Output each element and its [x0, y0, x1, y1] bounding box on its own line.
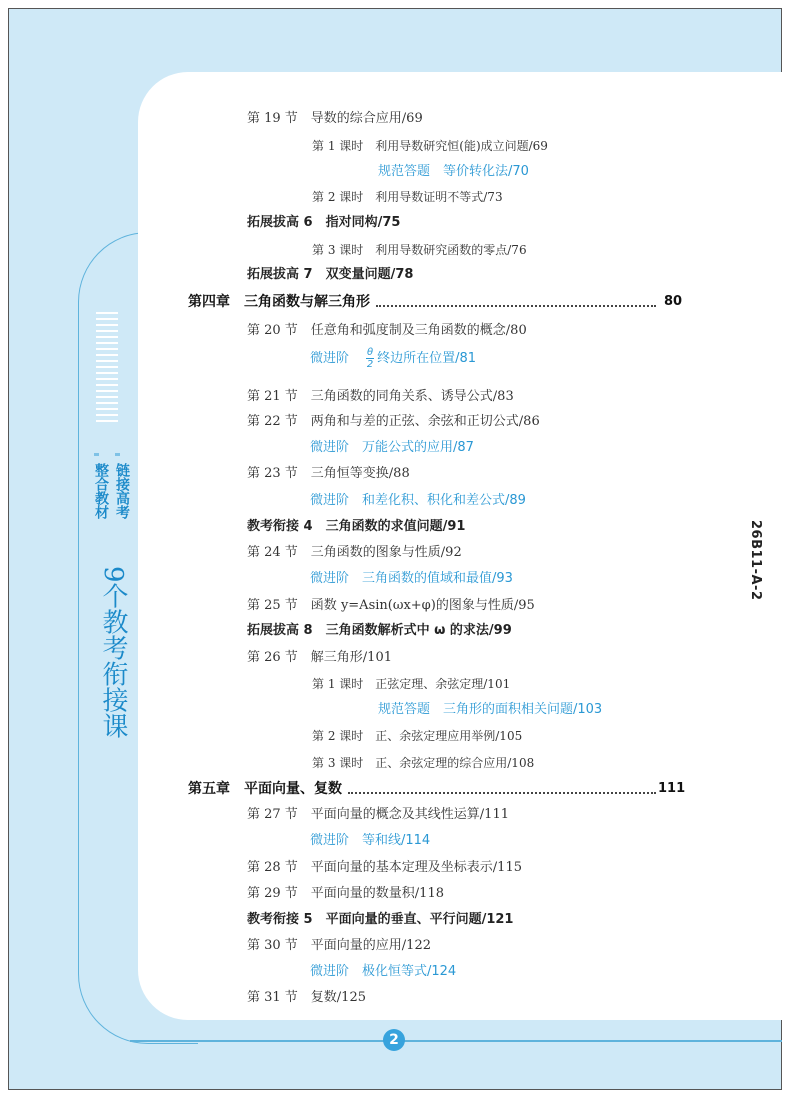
toc-section: [247, 465, 410, 483]
fraction-numerator: θ: [367, 347, 374, 358]
toc-section-text: 第 19 节 导数的综合应用/69: [247, 111, 423, 126]
toc-chapter: [188, 780, 342, 798]
toc-section-text: 第 27 节 平面向量的概念及其线性运算/111: [247, 807, 509, 822]
side-dot-right: [115, 453, 120, 456]
toc-section-text: 第 23 节 三角恒等变换/88: [247, 466, 410, 481]
toc-highlight-text: 规范答题 等价转化法/70: [378, 164, 529, 179]
toc-extension: [247, 266, 413, 284]
toc-highlight-text: 微进阶 和差化积、积化和差公式/89: [310, 493, 526, 508]
fraction-denominator: 2: [366, 359, 374, 370]
toc-section-text: 第 30 节 平面向量的应用/122: [247, 938, 431, 953]
toc-section: [247, 885, 444, 903]
chapter-page-number: 80: [664, 294, 683, 309]
toc-section-text: 第 21 节 三角函数的同角关系、诱导公式/83: [247, 389, 514, 404]
toc-extension-text: 教考衔接 5 平面向量的垂直、平行问题/121: [247, 912, 514, 927]
toc-extension-text: 拓展拔高 8 三角函数解析式中 ω 的求法/99: [247, 623, 512, 638]
toc-chapter: [188, 293, 370, 311]
toc-section: [247, 989, 366, 1007]
toc-highlight: [310, 570, 513, 588]
toc-section-text: 第 20 节 任意角和弧度制及三角函数的概念/80: [247, 323, 527, 338]
toc-section: [247, 806, 509, 824]
decorative-stripes: [96, 312, 118, 422]
toc-section-text: 第 25 节 函数 y=Asin(ωx+φ)的图象与性质/95: [247, 598, 535, 613]
toc-lesson: [312, 188, 503, 206]
toc-highlight-text: 微进阶 极化恒等式/124: [310, 964, 457, 979]
print-code: 26B11-A-2: [748, 520, 763, 601]
fraction: [366, 347, 374, 370]
toc-extension: [247, 214, 400, 232]
toc-section: [247, 597, 535, 615]
toc-extension: [247, 911, 513, 929]
toc-extension-text: 拓展拔高 6 指对同构/75: [247, 215, 401, 230]
toc-lesson: [312, 241, 527, 259]
toc-lesson-text: 第 3 课时 正、余弦定理的综合应用/108: [312, 756, 535, 770]
toc-lesson-text: 第 2 课时 利用导数证明不等式/73: [312, 190, 503, 204]
toc-chapter-text: 第五章 平面向量、复数: [188, 781, 342, 797]
toc-extension: [247, 518, 465, 536]
side-label-left: 整合教材: [93, 463, 109, 519]
side-vertical-title: 9个教考衔接课: [98, 566, 128, 739]
toc-lesson-text: 第 1 课时 利用导数研究恒(能)成立问题/69: [312, 139, 548, 153]
toc-section: [247, 413, 540, 431]
toc-highlight: [310, 963, 456, 981]
toc-section: [247, 110, 423, 128]
side-label-right: 链接高考: [114, 463, 130, 519]
toc-section-text: 第 22 节 两角和与差的正弦、余弦和正切公式/86: [247, 414, 540, 429]
leader-dots: [376, 304, 656, 307]
toc-lesson: [312, 137, 548, 155]
toc-highlight: [310, 832, 430, 850]
toc-section-text: 第 29 节 平面向量的数量积/118: [247, 886, 444, 901]
toc-section-text: 第 26 节 解三角形/101: [247, 650, 392, 665]
toc-section-text: 第 31 节 复数/125: [247, 990, 366, 1005]
toc-highlight: [310, 492, 526, 510]
toc-section: [247, 388, 514, 406]
bottom-rule: [130, 1040, 782, 1042]
toc-section: [247, 322, 527, 340]
toc-highlight-text: 微进阶 三角函数的值域和最值/93: [310, 571, 513, 586]
chapter-page-number: 111: [658, 781, 686, 796]
toc-section: [247, 649, 392, 667]
toc-lesson: [312, 754, 534, 772]
toc-section: [247, 859, 522, 877]
toc-section-text: 第 28 节 平面向量的基本定理及坐标表示/115: [247, 860, 522, 875]
toc-extension-text: 拓展拔高 7 双变量问题/78: [247, 267, 414, 282]
toc-extension-text: 教考衔接 4 三角函数的求值问题/91: [247, 519, 466, 534]
toc-chapter-text: 第四章 三角函数与解三角形: [188, 294, 370, 310]
toc-section-text: 第 24 节 三角函数的图象与性质/92: [247, 545, 462, 560]
toc-highlight: [378, 701, 602, 719]
toc-lesson: [312, 675, 510, 693]
toc-highlight-text: 微进阶 等和线/114: [310, 833, 431, 848]
leader-dots: [348, 791, 656, 794]
toc-lesson: [312, 727, 522, 745]
page-number: 2: [383, 1029, 405, 1051]
toc-lesson-text: 第 3 课时 利用导数研究函数的零点/76: [312, 243, 527, 257]
toc-extension: [247, 622, 512, 640]
toc-highlight-text: 终边所在位置/81: [377, 351, 477, 366]
toc-section: [247, 937, 431, 955]
toc-highlight: [310, 347, 476, 370]
side-dot-left: [94, 453, 99, 456]
toc-highlight-text: 微进阶 万能公式的应用/87: [310, 440, 474, 455]
toc-section: [247, 544, 462, 562]
toc-highlight: [378, 163, 529, 181]
toc-highlight: [310, 439, 474, 457]
toc-highlight-text: 规范答题 三角形的面积相关问题/103: [378, 702, 603, 717]
toc-lesson-text: 第 2 课时 正、余弦定理应用举例/105: [312, 729, 523, 743]
toc-lesson-text: 第 1 课时 正弦定理、余弦定理/101: [312, 677, 511, 691]
toc-highlight-prefix: 微进阶: [310, 351, 350, 366]
